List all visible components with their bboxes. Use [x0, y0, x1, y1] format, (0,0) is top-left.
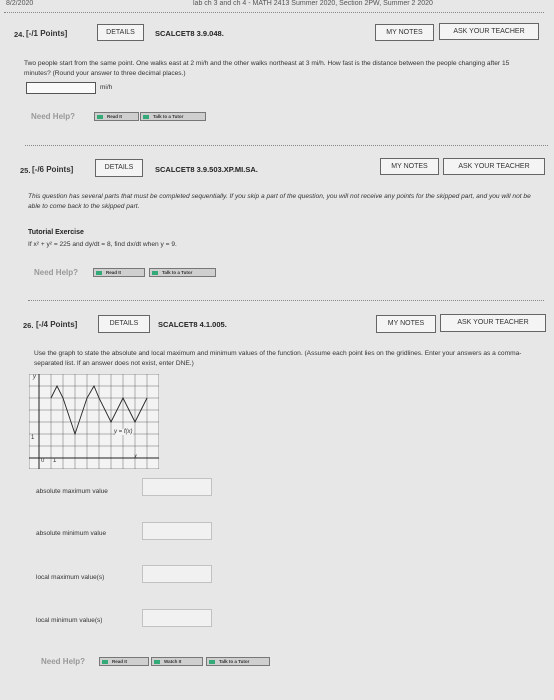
question-text: Use the graph to state the absolute and local maximum and minimum values of the function. (Assume each point lies on the gridlines. Enter your answers as a comma-separated list. If an answer does not exist, enter DNE.): [34, 350, 522, 367]
my-notes-button[interactable]: MY NOTES: [376, 315, 436, 333]
read-it-button[interactable]: [93, 268, 145, 277]
absolute-min-label: absolute minimum value: [36, 530, 107, 537]
y-tick-label: 1: [31, 435, 35, 441]
question-reference: SCALCET8 3.9.503.XP.MI.SA.: [155, 165, 258, 174]
absolute-max-input[interactable]: [142, 478, 212, 496]
question-points: [-/1 Points]: [26, 29, 68, 38]
watch-it-label: Watch It: [164, 659, 182, 664]
question-24: [14, 26, 544, 146]
question-number: 25.: [20, 166, 31, 175]
x-tick-zero: 0: [41, 458, 45, 464]
details-button[interactable]: DETAILS: [95, 159, 143, 177]
page-date: 8/2/2020: [6, 0, 34, 7]
need-help-label: Need Help?: [41, 657, 86, 666]
question-reference: SCALCET8 3.9.048.: [155, 29, 224, 38]
question-points: [-/4 Points]: [36, 320, 78, 329]
read-it-button[interactable]: [99, 657, 149, 666]
unit-label: mi/h: [100, 84, 113, 91]
y-axis-label: y: [33, 374, 36, 380]
watch-it-button[interactable]: [151, 657, 203, 666]
sequential-notice: This question has several parts that must be completed sequentially. If you skip a part of the question, you will not receive any points for the skipped part, and you will not be able to come back to the skipped part.: [28, 193, 531, 210]
need-help-label: Need Help?: [34, 268, 79, 277]
local-max-input[interactable]: [142, 565, 212, 583]
details-button[interactable]: DETAILS: [98, 315, 150, 333]
divider: [28, 300, 544, 301]
absolute-max-label: absolute maximum value: [36, 488, 108, 495]
divider: [4, 12, 544, 13]
question-number: 26.: [23, 321, 34, 330]
talk-tutor-button[interactable]: [149, 268, 216, 277]
talk-tutor-button[interactable]: [206, 657, 270, 666]
function-label: y = f(x): [114, 429, 133, 435]
question-number: 24.: [14, 30, 25, 39]
function-graph: [29, 374, 159, 469]
x-axis-label: x: [134, 454, 137, 460]
tutorial-title: Tutorial Exercise: [28, 229, 84, 236]
local-min-label: local minimum value(s): [36, 617, 103, 624]
absolute-min-input[interactable]: [142, 522, 212, 540]
ask-teacher-button[interactable]: ASK YOUR TEACHER: [443, 158, 545, 175]
ask-teacher-button[interactable]: ASK YOUR TEACHER: [440, 314, 546, 332]
answer-input[interactable]: [26, 82, 96, 94]
ask-teacher-button[interactable]: ASK YOUR TEACHER: [439, 23, 539, 40]
need-help-label: Need Help?: [31, 112, 76, 121]
question-25: [14, 158, 544, 278]
question-reference: SCALCET8 4.1.005.: [158, 320, 227, 329]
details-button[interactable]: DETAILS: [97, 24, 144, 41]
read-it-button[interactable]: [94, 112, 139, 121]
question-26: [14, 312, 544, 692]
local-max-label: local maximum value(s): [36, 574, 105, 581]
local-min-input[interactable]: [142, 609, 212, 627]
talk-tutor-label: Talk to a Tutor: [153, 114, 184, 119]
x-tick-one: 1: [53, 458, 57, 464]
divider: [25, 145, 548, 146]
my-notes-button[interactable]: MY NOTES: [380, 158, 439, 175]
my-notes-button[interactable]: MY NOTES: [375, 24, 434, 41]
read-it-label: Read It: [107, 114, 123, 119]
read-it-label: Read It: [106, 270, 122, 275]
talk-tutor-label: Talk to a Tutor: [162, 270, 193, 275]
question-points: [-/6 Points]: [32, 165, 74, 174]
tutorial-text: If x² + y² = 225 and dy/dt = 8, find dx/dt when y = 9.: [28, 241, 177, 248]
question-text: Two people start from the same point. One walks east at 2 mi/h and the other walks northeast at 3 mi/h. How fast is the distance between the people changing after 15 minutes? (Round your answer to three decimal places.): [24, 60, 510, 77]
talk-tutor-label: Talk to a Tutor: [219, 659, 250, 664]
page-title: lab ch 3 and ch 4 - MATH 2413 Summer 2020, Section 2PW, Summer 2 2020: [193, 0, 433, 7]
talk-tutor-button[interactable]: [140, 112, 206, 121]
read-it-label: Read It: [112, 659, 128, 664]
